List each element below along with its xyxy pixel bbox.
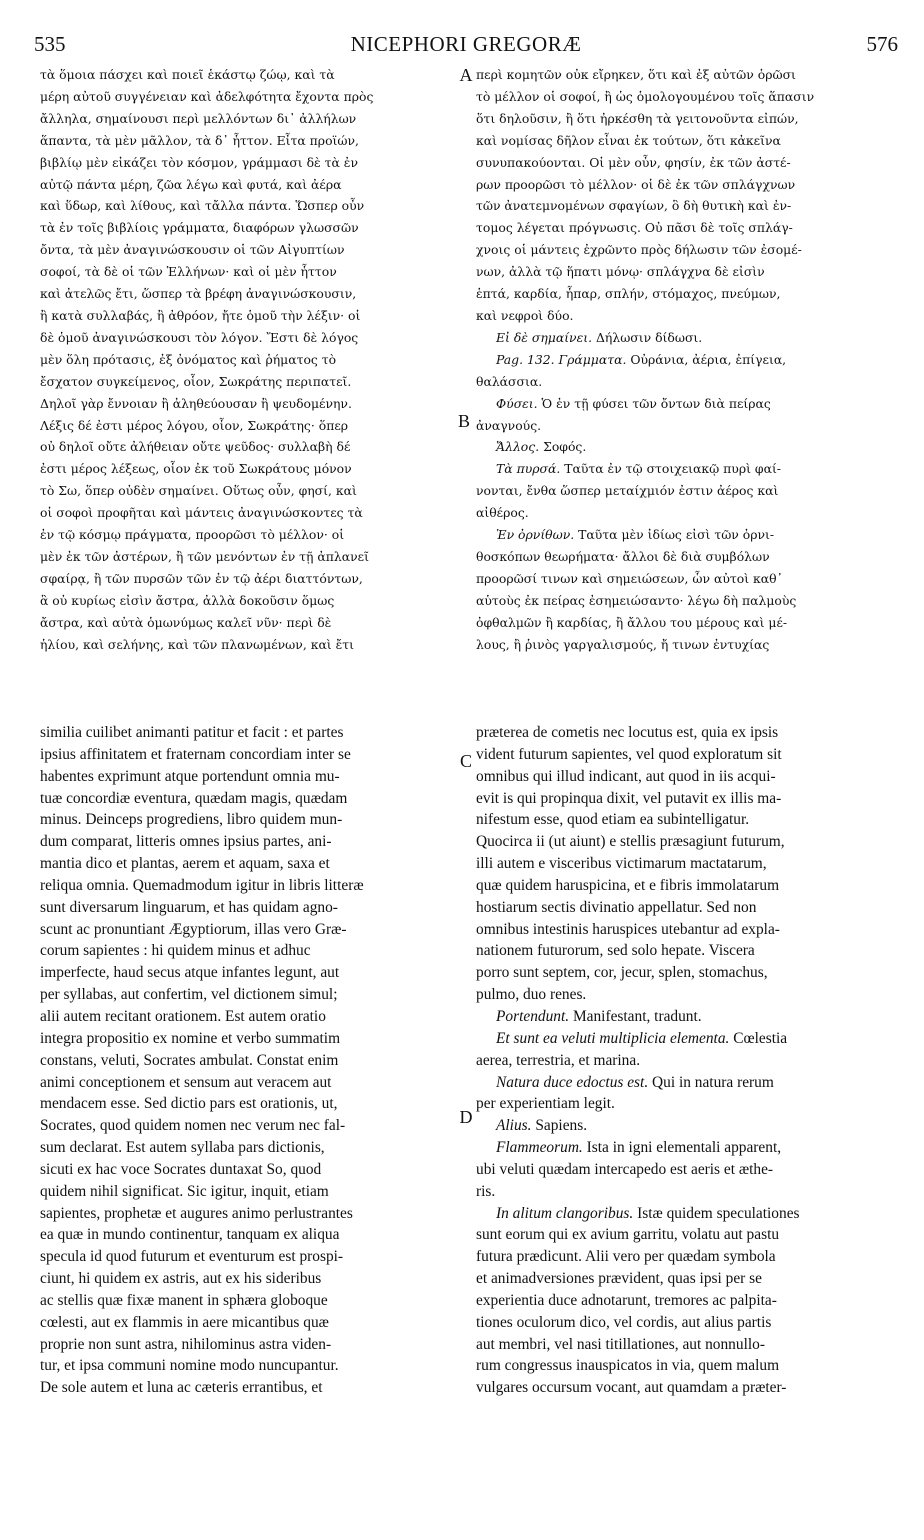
gloss: Δήλωσιν δίδωσι. bbox=[592, 329, 703, 345]
text-line: constans, veluti, Socrates ambulat. Constat enim bbox=[40, 1051, 339, 1069]
text-line: καὶ νεφροὶ δύο. bbox=[476, 307, 574, 323]
lemma: Natura duce edoctus est. bbox=[496, 1073, 649, 1091]
text-line: Socrates, quod quidem nomen nec verum nec fal- bbox=[40, 1117, 346, 1135]
text-line: ac stellis quæ fixæ manent in sphæra globoque bbox=[40, 1291, 328, 1309]
greek-text-left-column bbox=[40, 64, 456, 655]
text-line: τὸ Σω, ὅπερ οὐδὲν σημαίνει. Οὕτως οὖν, φησί, καὶ bbox=[40, 483, 357, 499]
text-line: per syllabas, aut confertim, vel dictionem simul; bbox=[40, 986, 338, 1004]
lemma: Φύσει. bbox=[496, 395, 538, 411]
text-line: proprie non sunt astra, nihilominus astra viden- bbox=[40, 1335, 332, 1353]
lemma: Εἰ δὲ σημαίνει. bbox=[496, 329, 593, 345]
text-line: sum declarat. Est autem syllaba pars dictionis, bbox=[40, 1139, 325, 1157]
text-line: λους, ἢ ῥινὸς γαργαλισμούς, ἤ τινων ἐντυχίας bbox=[476, 636, 770, 652]
lemma: Ἐν ὀρνίθων. bbox=[496, 527, 575, 543]
text-line: et animadversiones prævident, quas ipsi per se bbox=[476, 1270, 762, 1288]
text-line: νων, ἀλλὰ τῷ ἥπατι μόνῳ· σπλάγχνα δὲ εἰσὶν bbox=[476, 264, 765, 280]
text-line: Λέξις δέ ἐστι μέρος λόγου, οἷον, Σωκράτης· ὅπερ bbox=[40, 417, 349, 433]
text-line bbox=[476, 1006, 892, 1028]
text-line: alii autem recitant orationem. Est autem oratio bbox=[40, 1007, 326, 1025]
text-line: ris. bbox=[476, 1182, 496, 1200]
text-line: specula id quod futurum et eventurum est prospi- bbox=[40, 1248, 344, 1266]
latin-translation-left-column bbox=[40, 722, 456, 1399]
text-line bbox=[476, 327, 892, 349]
text-line: tuæ concordiæ eventura, quædam magis, quædam bbox=[40, 789, 348, 807]
text-line: ea quæ in mundo continentur, tanquam ex aliqua bbox=[40, 1226, 340, 1244]
text-line: δὲ ὁμοῦ ἀναγινώσκουσι τὸν λόγον. Ἔστι δὲ λόγος bbox=[40, 329, 359, 345]
margin-letter-c: C bbox=[459, 751, 472, 771]
margin-letter-a: A bbox=[459, 65, 473, 85]
text-line: animi conceptionem et sensum aut veracem aut bbox=[40, 1073, 332, 1091]
text-line: ἃ οὐ κυρίως εἰσὶν ἄστρα, ἀλλὰ δοκοῦσιν ὅμως bbox=[40, 592, 335, 608]
lemma: Pag. 132. Γράμματα. bbox=[496, 351, 627, 367]
text-line bbox=[476, 1137, 892, 1159]
text-line: τὸ μέλλον οἱ σοφοί, ἢ ὡς ὁμολογουμένου τοῖς ἅπασιν bbox=[476, 88, 815, 104]
text-line: similia cuilibet animanti patitur et facit : et partes bbox=[40, 724, 344, 741]
text-line: ὀφθαλμῶν ἢ καρδίας, ἢ ἄλλου του μέρους καὶ μέ- bbox=[476, 614, 788, 630]
text-line: futura prædicunt. Alii vero per quædam symbola bbox=[476, 1248, 776, 1266]
text-line: μέρη αὐτοῦ συγγένειαν καὶ ἀδελφότητα ἔχοντα πρὸς bbox=[40, 88, 374, 104]
text-line: αὐτῷ πάντα μέρη, ζῶα λέγω καὶ φυτά, καὶ ἀέρα bbox=[40, 176, 342, 192]
text-line: aerea, terrestria, et marina. bbox=[476, 1051, 641, 1069]
running-title: NICEPHORI GREGORÆ bbox=[350, 32, 582, 56]
text-line bbox=[476, 1072, 892, 1094]
text-line: βιβλίῳ μὲν εἰκάζει τὸν κόσμον, γράμμασι δὲ τὰ ἐν bbox=[40, 154, 358, 170]
text-line: αἰθέρος. bbox=[476, 505, 529, 521]
text-line: νονται, ἔνθα ὥσπερ μεταίχμιόν ἐστιν ἀέρος καὶ bbox=[476, 483, 779, 499]
lemma: Alius. bbox=[496, 1117, 532, 1135]
text-line bbox=[476, 458, 892, 480]
text-line: per experientiam legit. bbox=[476, 1095, 615, 1113]
text-line: οἱ σοφοὶ προφῆται καὶ μάντεις ἀναγινώσκοντες τὰ bbox=[40, 505, 363, 521]
gloss: Ὁ ἐν τῇ φύσει τῶν ὄντων διὰ πείρας bbox=[537, 395, 771, 411]
text-line bbox=[476, 524, 892, 546]
gloss: Οὐράνια, ἀέρια, ἐπίγεια, bbox=[626, 351, 787, 367]
text-line: θαλάσσια. bbox=[476, 373, 543, 389]
gloss: Istæ quidem speculationes bbox=[633, 1204, 800, 1222]
gloss: Σοφός. bbox=[539, 439, 587, 455]
text-line: ciunt, hi quidem ex astris, aut ex his sideribus bbox=[40, 1270, 322, 1288]
text-line: mantia dico et plantas, aerem et aquam, saxa et bbox=[40, 855, 330, 873]
text-line: tiones oculorum dico, vel cordis, aut alius partis bbox=[476, 1313, 772, 1331]
latin-translation-right-column bbox=[476, 722, 892, 1399]
margin-letter-b: B bbox=[457, 411, 470, 431]
lemma: Et sunt ea veluti multiplicia elementa. bbox=[496, 1029, 730, 1047]
text-line: ipsius affinitatem et fraternam concordiam inter se bbox=[40, 745, 351, 763]
text-line: ρων προορῶσι τὸ μέλλον· οἱ δὲ ἐκ τῶν σπλάγχνων bbox=[476, 176, 796, 192]
text-line: reliqua omnia. Quemadmodum igitur in libris litteræ bbox=[40, 876, 364, 894]
gloss: Cœlestia bbox=[729, 1029, 788, 1047]
text-line: περὶ κομητῶν οὐκ εἴρηκεν, ὅτι καὶ ἐξ αὐτῶν ὁρῶσι bbox=[476, 67, 796, 82]
text-line: integra propositio ex nomine et verbo summatim bbox=[40, 1029, 341, 1047]
text-line: sapientes, prophetæ et augures animo perlustrantes bbox=[40, 1204, 353, 1222]
text-line: ἅπαντα, τὰ μὲν μᾶλλον, τὰ δ᾽ ἧττον. Εἶτα προϊών, bbox=[40, 132, 359, 148]
gloss: Ταῦτα ἐν τῷ στοιχειακῷ πυρὶ φαί- bbox=[560, 461, 781, 477]
text-line: χνοις οἱ μάντεις ἐχρῶντο πρὸς δήλωσιν τῶν ἐσομέ- bbox=[476, 242, 802, 258]
text-line: ἔσχατον συγκείμενος, οἷον, Σωκράτης περιπατεῖ. bbox=[40, 373, 352, 389]
text-line: aut membri, vel nasi titillationes, aut nonnullo- bbox=[476, 1335, 765, 1353]
text-line: illi autem e visceribus victimarum mactatarum, bbox=[476, 855, 767, 873]
text-line: οὐ δηλοῖ οὔτε ἀλήθειαν οὔτε ψεῦδος· συλλαβὴ δέ bbox=[40, 439, 351, 455]
lemma: Portendunt. bbox=[496, 1007, 570, 1025]
text-line: præterea de cometis nec locutus est, quia ex ipsis bbox=[476, 724, 779, 741]
text-line: Quocirca ii (ut aiunt) e stellis præsagiunt futurum, bbox=[476, 833, 785, 851]
text-line: corum sapientes : hi quidem minus et adhuc bbox=[40, 942, 311, 960]
text-line: evit is qui propinqua dixit, vel putavit ex illis ma- bbox=[476, 789, 782, 807]
lemma: Ἄλλος. bbox=[496, 439, 540, 455]
lemma: Flammeorum. bbox=[496, 1139, 583, 1157]
text-line: sunt diversarum linguarum, et has quidam agno- bbox=[40, 898, 338, 916]
text-line: συνυπακούονται. Οἱ μὲν οὖν, φησίν, ἐκ τῶν ἀστέ- bbox=[476, 154, 791, 170]
text-line: σφαίρᾳ, ἢ τῶν πυρσῶν τῶν ἐν τῷ ἀέρι διαττόντων, bbox=[40, 570, 363, 586]
text-line: αὑτοὺς ἐκ πείρας ἐσημειώσαντο· λέγω δὴ παλμοὺς bbox=[476, 592, 797, 608]
text-line: καὶ ἀτελῶς ἔτι, ὥσπερ τὰ βρέφη ἀναγινώσκουσιν, bbox=[40, 286, 357, 302]
text-line: μὲν ὅλη πρότασις, ἐξ ὀνόματος καὶ ῥήματος τὸ bbox=[40, 351, 337, 367]
gloss: Ista in igni elementali apparent, bbox=[582, 1139, 782, 1157]
text-line: ὄντα, τὰ μὲν ἀναγινώσκουσιν οἱ τῶν Αἰγυπτίων bbox=[40, 242, 345, 258]
margin-letter-d: D bbox=[459, 1107, 473, 1127]
text-line: porro sunt septem, cor, jecur, splen, stomachus, bbox=[476, 964, 768, 982]
text-line bbox=[476, 1028, 892, 1050]
gloss: Manifestant, tradunt. bbox=[569, 1007, 702, 1025]
text-line: τῶν ἀνατεμνομένων σφαγίων, ὃ δὴ θυτικὴ καὶ ἐν- bbox=[476, 198, 792, 214]
lemma: In alitum clangoribus. bbox=[496, 1204, 634, 1222]
text-line: nationem futurorum, sed solo hepate. Viscera bbox=[476, 942, 755, 960]
text-line bbox=[476, 1115, 892, 1137]
text-line: imperfecte, haud secus atque infantes legunt, aut bbox=[40, 964, 340, 982]
text-line: προορῶσί τινων καὶ σημειώσεων, ὧν αὐτοὶ καθ᾽ bbox=[476, 570, 783, 586]
page-number-left: 535 bbox=[34, 32, 66, 56]
text-line: ἐστι μέρος λέξεως, οἷον ἐκ τοῦ Σωκράτους μόνον bbox=[40, 461, 352, 477]
gloss: Ταῦτα μὲν ἰδίως εἰσὶ τῶν ὀρνι- bbox=[574, 527, 775, 543]
text-line: pulmo, duo renes. bbox=[476, 986, 587, 1004]
text-line: mendacem esse. Sed dictio pars est orationis, ut, bbox=[40, 1095, 338, 1113]
text-line: experientia duce adnotarunt, tremores ac palpita- bbox=[476, 1291, 777, 1309]
text-line: καὶ νομίσας δῆλον εἶναι ἐκ τούτων, ὅτι κἀκεῖνα bbox=[476, 132, 781, 148]
text-line: sunt eorum qui ex avium garritu, volatu aut pastu bbox=[476, 1226, 780, 1244]
page-number-right: 576 bbox=[866, 32, 898, 56]
text-line: ἄστρα, καὶ αὐτὰ ὁμωνύμως καλεῖ νῦν· περὶ δὲ bbox=[40, 614, 332, 630]
text-line: tur, et ipsa communi nomine modo nuncupantur. bbox=[40, 1357, 339, 1375]
text-line: ἀναγνούς. bbox=[476, 417, 542, 433]
text-line: sicuti ex hac voce Socrates duntaxat So, quod bbox=[40, 1160, 322, 1178]
text-line: ἢ κατὰ συλλαβάς, ἢ ἀθρόον, ἤτε ὁμοῦ τὴν λέξιν· οἱ bbox=[40, 307, 361, 323]
text-line: omnibus qui illud indicant, aut quod in iis acqui- bbox=[476, 767, 776, 785]
text-line: habentes exprimunt atque portendunt omnia mu- bbox=[40, 767, 340, 785]
text-line: τὰ ἐν τοῖς βιβλίοις γράμματα, διαφόρων γλωσσῶν bbox=[40, 220, 359, 236]
text-line: nifestum esse, quod etiam ea subintelligatur. bbox=[476, 811, 750, 829]
lemma: Τὰ πυρσά. bbox=[496, 461, 561, 477]
text-line bbox=[476, 393, 892, 415]
text-line: σοφοί, τὰ δὲ οἱ τῶν Ἑλλήνων· καὶ οἱ μὲν ἧττον bbox=[40, 264, 337, 280]
text-line: θοσκόπων θεωρήματα· ἄλλοι δὲ διὰ συμβόλων bbox=[476, 548, 770, 564]
text-line: De sole autem et luna ac cæteris errantibus, et bbox=[40, 1379, 323, 1397]
text-line: rum congressus inauspicatos in via, quem malum bbox=[476, 1357, 780, 1375]
text-line: vident futurum sapientes, vel quod exploratum sit bbox=[476, 745, 782, 763]
gloss: Sapiens. bbox=[531, 1117, 588, 1135]
text-line: scunt ac pronuntiant Ægyptiorum, illas vero Græ- bbox=[40, 920, 347, 938]
text-line: cœlesti, aut ex flammis in aere micantibus quæ bbox=[40, 1313, 329, 1331]
text-line bbox=[476, 1203, 892, 1225]
text-line: hostiarum sectis divinatio appellatur. Sed non bbox=[476, 898, 757, 916]
text-line: quidem nihil significat. Sic igitur, inquit, etiam bbox=[40, 1182, 329, 1200]
greek-text-right-column bbox=[476, 64, 892, 655]
text-line: ἑπτά, καρδία, ἧπαρ, σπλήν, στόμαχος, πνεύμων, bbox=[476, 286, 781, 302]
text-line: ὅτι δηλοῦσιν, ἢ ὅτι ἠρκέσθη τὰ γειτονοῦντα εἰπών, bbox=[476, 110, 799, 126]
text-line: καὶ ὕδωρ, καὶ λίθους, καὶ τἄλλα πάντα. Ὥσπερ οὖν bbox=[40, 198, 365, 214]
text-line: ἐν τῷ κόσμῳ πράγματα, προορῶσι τὸ μέλλον· οἱ bbox=[40, 527, 345, 543]
text-line bbox=[476, 436, 892, 458]
text-line: quæ quidem haruspicina, et e fibris immolatarum bbox=[476, 876, 780, 894]
running-head bbox=[34, 33, 898, 55]
gloss: Qui in natura rerum bbox=[648, 1073, 774, 1091]
text-line: Δηλοῖ γὰρ ἔννοιαν ἢ ἀληθεύουσαν ἢ ψευδομένην. bbox=[40, 395, 352, 411]
text-line: τομος λέγεται πρόγνωσις. Οὐ πᾶσι δὲ τοῖς σπλάγ- bbox=[476, 220, 793, 236]
text-line: dum comparat, litteris omnes ipsius partes, ani- bbox=[40, 833, 332, 851]
text-line: minus. Deinceps progrediens, libro quidem mun- bbox=[40, 811, 343, 829]
text-line: ἡλίου, καὶ σελήνης, καὶ τῶν πλανωμένων, καὶ ἔτι bbox=[40, 636, 354, 652]
text-line: vulgares occursum vocant, aut quamdam a præter- bbox=[476, 1379, 787, 1397]
text-line: omnibus intestinis haruspices utebantur ad expla- bbox=[476, 920, 780, 938]
text-line: ἄλληλα, σημαίνουσι περὶ μελλόντων δι᾽ ἀλλήλων bbox=[40, 110, 357, 126]
text-line bbox=[476, 349, 892, 371]
text-line: ubi veluti quædam intercapedo est aeris et æthe- bbox=[476, 1160, 774, 1178]
text-line: τὰ ὅμοια πάσχει καὶ ποιεῖ ἑκάστῳ ζώῳ, καὶ τὰ bbox=[40, 67, 335, 82]
text-line: μὲν ἐκ τῶν ἀστέρων, ἢ τῶν μενόντων ἐν τῇ ἀπλανεῖ bbox=[40, 548, 369, 564]
